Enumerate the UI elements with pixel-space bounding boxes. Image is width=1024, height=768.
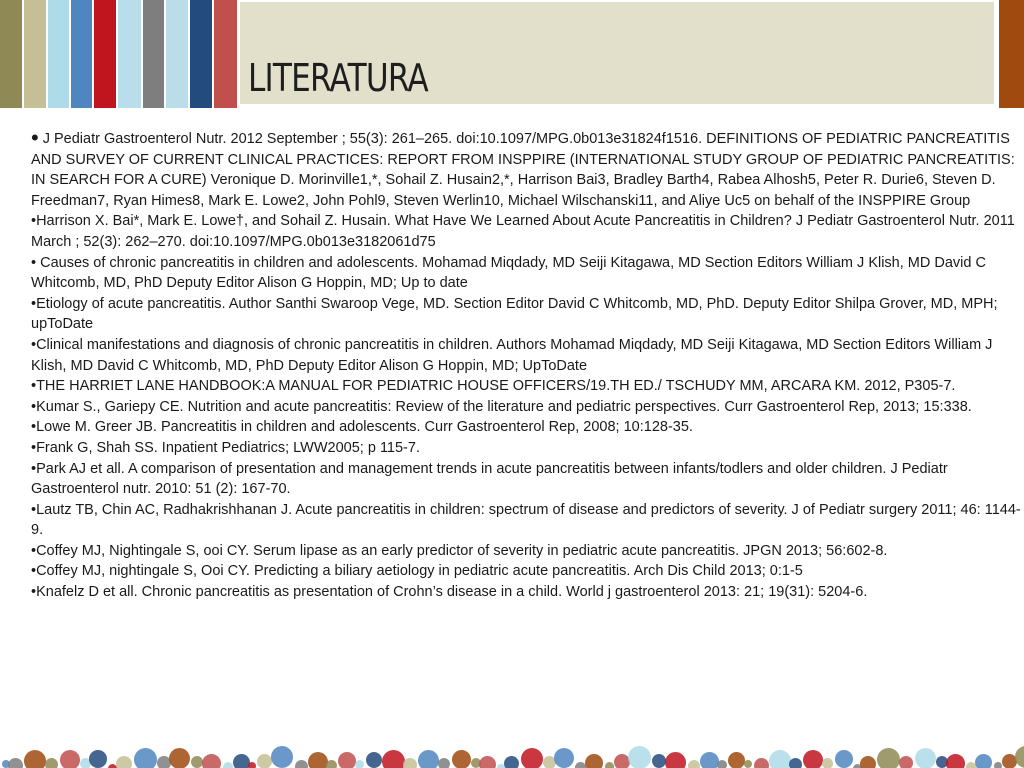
footer-dot <box>403 758 417 768</box>
footer-dot <box>134 748 157 768</box>
bullet: • <box>31 584 37 601</box>
footer-dot <box>338 752 356 768</box>
header-stripe <box>118 0 141 108</box>
footer-dot <box>169 748 190 768</box>
footer-dot <box>271 746 293 768</box>
footer-dot <box>248 762 256 768</box>
header-stripe <box>48 0 69 108</box>
footer-dot <box>1015 746 1024 768</box>
reference-item <box>31 500 1021 541</box>
footer-dot <box>822 758 833 768</box>
footer-dot <box>899 756 913 768</box>
header-stripe <box>190 0 212 108</box>
reference-text: J Pediatr Gastroenterol Nutr. 2012 September ; 55(3): 261–265. doi:10.1097/MPG.0b013e31824f1516. DEFINITIONS OF PEDIATRIC PANCREATITIS AND SURVEY OF CURRENT CLINICAL PRACTICES: REPORT FROM INSPPIRE (INTERNATIONAL STUDY GROUP OF PEDIATRIC PANCREATITIS: IN SEARCH FOR A CURE) Veronique D. Morinville1,*, Sohail Z. Husain2,*, Harrison Bai3, Bradley Barth4, Rabea Alhosh5, Peter R. Durie6, Steven D. Freedman7, Ryan Himes8, Mark E. Lowe2, John Pohl9, Steven Werlin10, Michael Wilschanski11, and Aliye Uc5 on behalf of the INSPPIRE Group <box>31 131 1015 209</box>
reference-text: Harrison X. Bai*, Mark E. Lowe†, and Sohail Z. Husain. What Have We Learned About Acute Pancreatitis in Children? J Pediatr Gastroenterol Nutr. 2011 March ; 52(3): 262–270. doi:10.1097/MPG.0b013e3182061d75 <box>31 213 1015 250</box>
reference-item <box>31 438 1021 459</box>
bullet: • <box>31 460 37 477</box>
bullet: • <box>31 254 37 271</box>
slide-header <box>0 0 1024 108</box>
reference-item <box>31 541 1021 562</box>
header-stripe <box>71 0 92 108</box>
reference-text: Clinical manifestations and diagnosis of chronic pancreatitis in children. Authors Mohamad Miqdady, MD Seiji Kitagawa, MD Section Editors William J Klish, MD David C Whitcomb, MD, PhD Deputy Editor Alison G Hoppin, MD; UpToDate <box>31 336 993 374</box>
reference-item <box>31 376 1021 397</box>
bullet: • <box>31 295 37 312</box>
footer-dot <box>366 752 382 768</box>
reference-item <box>31 397 1021 418</box>
reference-list <box>31 125 1021 603</box>
reference-item <box>31 294 1021 335</box>
bullet: • <box>31 125 39 150</box>
header-stripe <box>0 0 22 108</box>
footer-dot <box>452 750 471 768</box>
footer-dot <box>382 750 405 768</box>
footer-dot <box>860 756 876 768</box>
footer-dot <box>8 758 23 768</box>
footer-dot <box>835 750 853 768</box>
footer-dot <box>754 758 769 768</box>
reference-item <box>31 417 1021 438</box>
footer-dot <box>438 758 450 768</box>
footer-dot <box>202 754 221 768</box>
footer-dot-pattern <box>0 738 1024 768</box>
footer-dot <box>326 760 337 768</box>
footer-dot <box>585 754 603 768</box>
slide-title: LITERATURA <box>248 56 428 100</box>
header-stripe <box>143 0 164 108</box>
header-stripe <box>166 0 188 108</box>
bullet: • <box>31 213 37 230</box>
footer-dot <box>652 754 666 768</box>
bullet: • <box>31 336 37 353</box>
reference-text: Park AJ et all. A comparison of presentation and management trends in acute pancreatitis between infants/todlers and older children. J Pediatr Gastroenterol nutr. 2010: 51 (2): 167-70. <box>31 460 948 498</box>
footer-dot <box>223 762 233 768</box>
reference-item <box>31 561 1021 582</box>
bullet: • <box>31 378 37 395</box>
header-stripe <box>94 0 116 108</box>
reference-text: Causes of chronic pancreatitis in children and adolescents. Mohamad Miqdady, MD Seiji Kitagawa, MD Section Editors William J Klish, MD David C Whitcomb, MD, PhD Deputy Editor Alison G Hoppin, MD; Up to date <box>31 254 986 292</box>
header-stripe <box>214 0 237 108</box>
footer-dot <box>717 760 727 768</box>
footer-dot <box>355 760 364 768</box>
reference-item <box>31 253 1021 294</box>
footer-dot <box>60 750 80 768</box>
reference-text: Knafelz D et all. Chronic pancreatitis as presentation of Crohn’s disease in a child. World j gastroenterol 2013: 21; 19(31): 5204-6. <box>36 584 868 601</box>
footer-dot <box>308 752 328 768</box>
footer-dot <box>946 754 965 768</box>
reference-text: Lautz TB, Chin AC, Radhakrishhanan J. Acute pancreatitis in children: spectrum of disease and predictors of severity. J of Pediatr surgery 2011; 46: 1144-9. <box>31 501 1021 539</box>
footer-dot <box>803 750 823 768</box>
reference-text: Frank G, Shah SS. Inpatient Pediatrics; LWW2005; p 115-7. <box>36 439 420 456</box>
bullet: • <box>31 419 37 436</box>
header-right-bar <box>999 0 1024 108</box>
reference-item <box>31 335 1021 376</box>
footer-dot <box>915 748 936 768</box>
footer-dot <box>504 756 519 768</box>
reference-text: Kumar S., Gariepy CE. Nutrition and acute pancreatitis: Review of the literature and pediatric perspectives. Curr Gastroenterol Rep, 2013; 15:338. <box>36 398 972 415</box>
bullet: • <box>31 501 37 518</box>
footer-dot <box>89 750 107 768</box>
reference-item <box>31 211 1021 252</box>
footer-dot <box>789 758 802 768</box>
footer-dot <box>994 762 1002 768</box>
footer-dot <box>295 760 308 768</box>
reference-text: THE HARRIET LANE HANDBOOK:A MANUAL FOR PEDIATRIC HOUSE OFFICERS/19.TH ED./ TSCHUDY MM, ARCARA KM. 2012, P305-7. <box>36 378 956 395</box>
footer-dot <box>744 760 752 768</box>
bullet: • <box>31 563 37 580</box>
footer-dot <box>418 750 439 768</box>
footer-dot <box>628 746 651 768</box>
reference-text: Coffey MJ, Nightingale S, ooi CY. Serum lipase as an early predictor of severity in pediatric acute pancreatitis. JPGN 2013; 56:602-8. <box>36 542 888 559</box>
footer-dot <box>257 754 272 768</box>
footer-dot <box>479 756 496 768</box>
footer-dot <box>24 750 46 768</box>
footer-dot <box>665 752 686 768</box>
reference-text: Lowe M. Greer JB. Pancreatitis in children and adolescents. Curr Gastroenterol Rep, 2008; 10:128-35. <box>36 419 693 436</box>
footer-dot <box>554 748 574 768</box>
footer-dot <box>975 754 992 768</box>
reference-item <box>31 459 1021 500</box>
footer-dot <box>605 762 614 768</box>
footer-dot <box>769 750 791 768</box>
reference-text: Etiology of acute pancreatitis. Author Santhi Swaroop Vege, MD. Section Editor David C Whitcomb, MD, PhD. Deputy Editor Shilpa Grover, MD, MPH; upToDate <box>31 295 998 333</box>
footer-dot <box>728 752 745 768</box>
footer-dot <box>688 760 700 768</box>
footer-dot <box>116 756 132 768</box>
footer-dot <box>877 748 900 768</box>
bullet: • <box>31 542 37 559</box>
bullet: • <box>31 439 37 456</box>
reference-text: Coffey MJ, nightingale S, Ooi CY. Predicting a biliary aetiology in pediatric acute pancreatitis. Arch Dis Child 2013; 0:1-5 <box>36 563 803 580</box>
header-stripe <box>24 0 46 108</box>
reference-item <box>31 125 1021 211</box>
footer-dot <box>521 748 543 768</box>
reference-item <box>31 582 1021 603</box>
footer-dot <box>45 758 58 768</box>
bullet: • <box>31 398 37 415</box>
